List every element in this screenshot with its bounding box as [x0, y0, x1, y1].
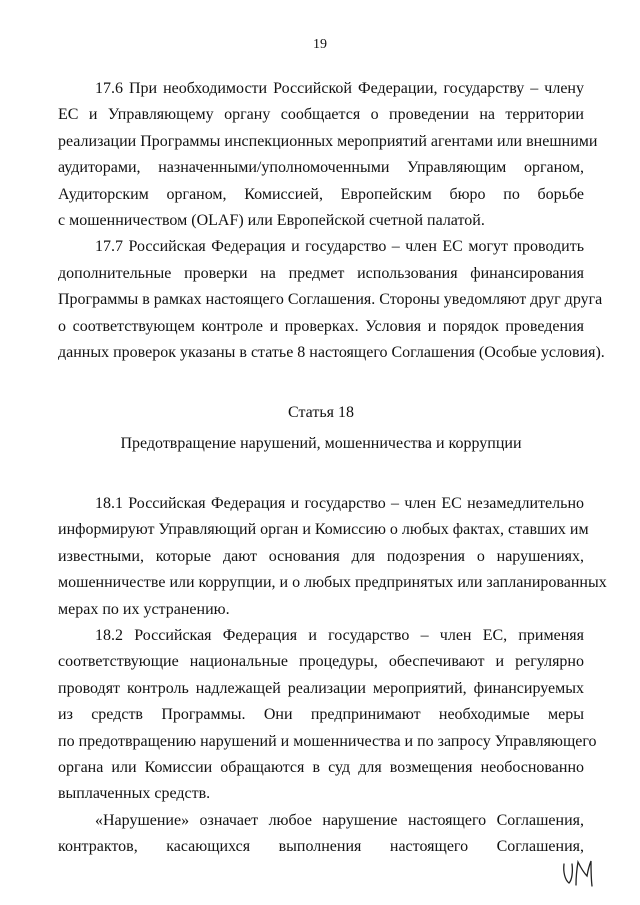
- text-line: проводят контроль надлежащей реализации мероприятий, финансируемых: [58, 679, 584, 697]
- text-line: контрактов, касающихся выполнения настоящего Соглашения,: [58, 838, 584, 856]
- text-line: 17.7 Российская Федерация и государство – член ЕС могут проводить: [95, 238, 584, 256]
- text-line: с мошенничеством (OLAF) или Европейской счетной палатой.: [58, 211, 485, 229]
- text-line: дополнительные проверки на предмет использования финансирования: [58, 264, 584, 282]
- paragraph-17-6: [58, 76, 598, 234]
- text-line: аудиторами, назначенными/уполномоченными Управляющим органом,: [58, 159, 584, 177]
- paragraph-17-7: [58, 234, 605, 366]
- text-line: данных проверок указаны в статье 8 настоящего Соглашения (Особые условия).: [58, 343, 605, 361]
- text-line: по предотвращению нарушений и мошенничества и по запросу Управляющего: [58, 732, 597, 750]
- text-line: 18.2 Российская Федерация и государство – член ЕС, применяя: [95, 627, 584, 645]
- text-line: известными, которые дают основания для подозрения о нарушениях,: [58, 547, 584, 565]
- text-line: органа или Комиссии обращаются в суд для возмещения необоснованно: [58, 758, 584, 776]
- text-line: реализации Программы инспекционных мероприятий агентами или внешними: [58, 132, 598, 150]
- text-line: мерах по их устранению.: [58, 600, 230, 618]
- paragraph-18-1: [58, 491, 607, 623]
- page-number: 19: [313, 37, 327, 52]
- text-line: 18.1 Российская Федерация и государство – член ЕС незамедлительно: [95, 495, 584, 513]
- handwritten-initials: [560, 858, 600, 888]
- document-body: [58, 76, 607, 861]
- text-line: ЕС и Управляющему органу сообщается о проведении на территории: [58, 106, 584, 124]
- text-line: Аудиторским органом, Комиссией, Европейским бюро по борьбе: [58, 185, 584, 203]
- paragraph-violation-definition: [58, 808, 584, 861]
- text-line: соответствующие национальные процедуры, обеспечивают и регулярно: [58, 653, 584, 671]
- text-line: 17.6 При необходимости Российской Федерации, государству – члену: [95, 80, 584, 97]
- text-line: выплаченных средств.: [58, 785, 211, 803]
- text-line: из средств Программы. Они предпринимают необходимые меры: [58, 706, 584, 724]
- text-line: о соответствующем контроле и проверках. Условия и порядок проведения: [58, 317, 584, 335]
- text-line: «Нарушение» означает любое нарушение настоящего Соглашения,: [95, 811, 584, 829]
- article-number: Статья 18: [288, 404, 354, 422]
- article-title: Предотвращение нарушений, мошенничества и коррупции: [120, 434, 522, 452]
- text-line: информируют Управляющий орган и Комиссию о любых фактах, ставших им: [58, 521, 589, 539]
- text-line: мошенничестве или коррупции, и о любых предпринятых или запланированных: [58, 574, 607, 592]
- paragraph-18-2: [58, 623, 597, 808]
- text-line: Программы в рамках настоящего Соглашения. Стороны уведомляют друг друга: [58, 291, 603, 309]
